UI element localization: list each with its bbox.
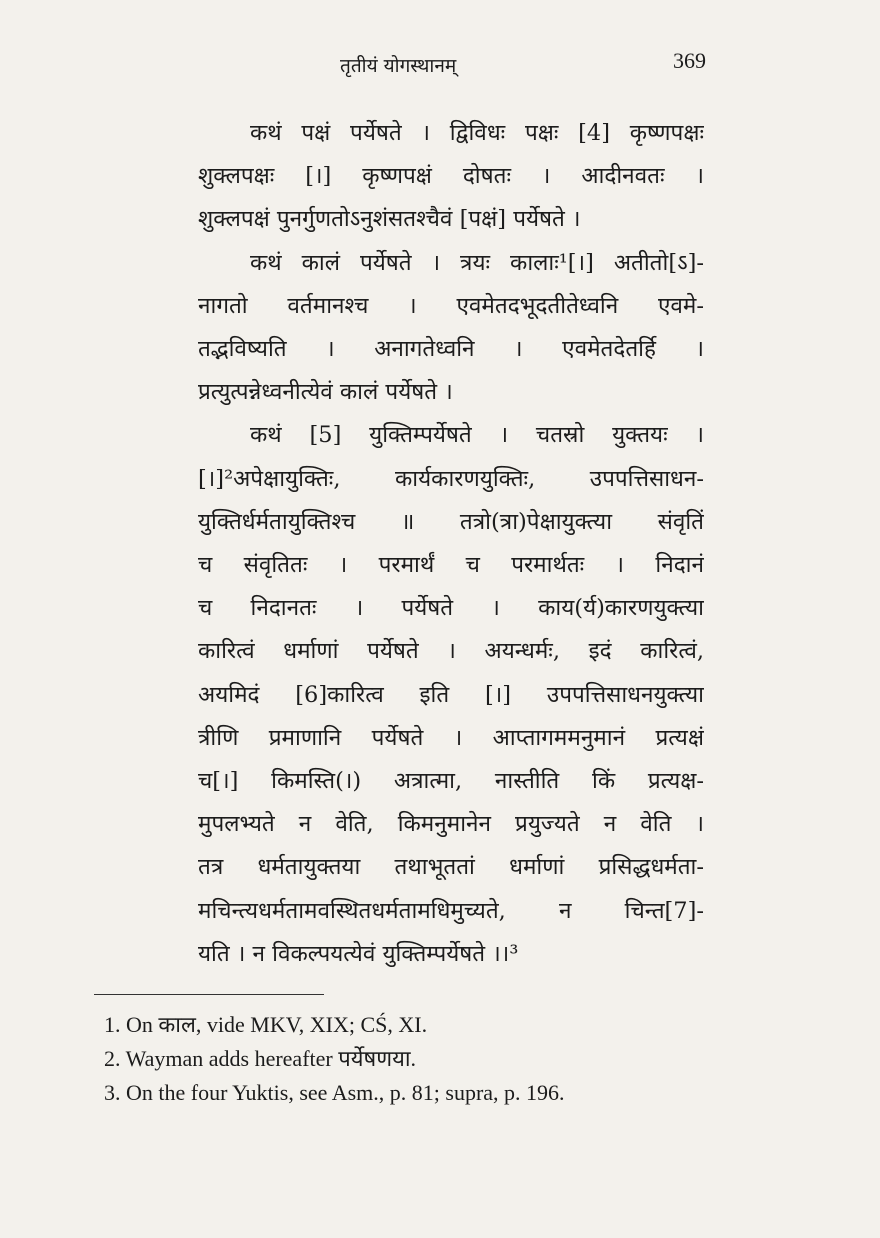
body-text bbox=[198, 112, 704, 976]
text-line: युक्तिर्धर्मतायुक्तिश्च ॥ तत्रो(त्रा)पेक्षायुक्त्या संवृतिं bbox=[198, 508, 704, 535]
footnotes bbox=[104, 1008, 724, 1110]
text-line: अयमिदं [6]कारित्व इति [।] उपपत्तिसाधनयुक्त्या bbox=[198, 681, 704, 708]
text-line: कथं पक्षं पर्येषते । द्विविधः पक्षः [4] कृष्णपक्षः bbox=[250, 120, 704, 146]
text-line: [।]²अपेक्षायुक्तिः, कार्यकारणयुक्तिः, उपपत्तिसाधन- bbox=[198, 465, 704, 492]
page-header bbox=[150, 48, 710, 88]
footnote-1: 1. On काल, vide MKV, XIX; CŚ, XI. bbox=[104, 1012, 428, 1037]
footnote-3: 3. On the four Yuktis, see Asm., p. 81; supra, p. 196. bbox=[104, 1080, 565, 1105]
text-line: कथं [5] युक्तिम्पर्येषते । चतस्रो युक्तयः । bbox=[250, 422, 704, 449]
running-title: तृतीयं योगस्थानम् bbox=[340, 55, 457, 77]
text-line: नागतो वर्तमानश्च । एवमेतदभूदतीतेध्वनि एवमे- bbox=[198, 292, 704, 319]
text-line: तत्र धर्मतायुक्तया तथाभूततां धर्माणां प्रसिद्धधर्मता- bbox=[198, 854, 704, 881]
text-line: शुक्लपक्षः [।] कृष्णपक्षं दोषतः । आदीनवतः । bbox=[198, 163, 704, 190]
text-line: तद्भविष्यति । अनागतेध्वनि । एवमेतदेतर्हि । bbox=[198, 336, 704, 363]
text-line: यति । न विकल्पयत्येवं युक्तिम्पर्येषते ।।³ bbox=[198, 940, 519, 967]
text-line: मचिन्त्यधर्मतामवस्थितधर्मतामधिमुच्यते, न चिन्त[7]- bbox=[198, 897, 704, 924]
page-number: 369 bbox=[673, 48, 706, 73]
text-line: शुक्लपक्षं पुनर्गुणतोऽनुशंसतश्चैवं [पक्षं] पर्येषते । bbox=[198, 206, 581, 233]
text-line: त्रीणि प्रमाणानि पर्येषते । आप्तागममनुमानं प्रत्यक्षं bbox=[198, 724, 704, 751]
text-line: च[।] किमस्ति(।) अत्रात्मा, नास्तीति किं प्रत्यक्ष- bbox=[198, 768, 704, 795]
text-line: प्रत्युत्पन्नेध्वनीत्येवं कालं पर्येषते । bbox=[198, 379, 453, 406]
footnote-divider bbox=[94, 994, 324, 995]
text-line: च संवृतितः । परमार्थं च परमार्थतः । निदानं bbox=[198, 552, 704, 579]
text-line: कारित्वं धर्माणां पर्येषते । अयन्धर्मः, इदं कारित्वं, bbox=[198, 638, 704, 665]
text-line: मुपलभ्यते न वेति, किमनुमानेन प्रयुज्यते न वेति । bbox=[198, 811, 704, 838]
text-line: कथं कालं पर्येषते । त्रयः कालाः¹[।] अतीतो[ऽ]- bbox=[250, 249, 704, 276]
footnote-2: 2. Wayman adds hereafter पर्येषणया. bbox=[104, 1046, 417, 1071]
text-line: च निदानतः । पर्येषते । काय(र्य)कारणयुक्त्या bbox=[198, 595, 704, 622]
